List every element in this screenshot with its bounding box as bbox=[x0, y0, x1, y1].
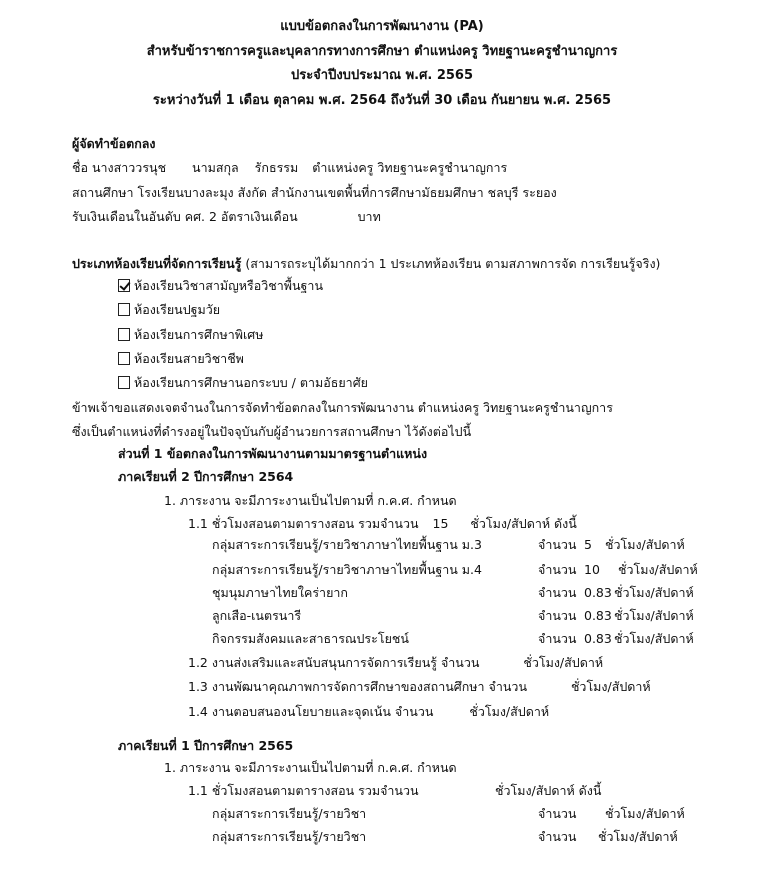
term1-teach-label: 1.1 ชั่วโมงสอนตามตารางสอน รวมจำนวน bbox=[188, 516, 419, 531]
author-position: ตำแหน่งครู วิทยฐานะครูชำนาญการ bbox=[312, 160, 508, 175]
term1-item-1-3: 1.3 งานพัฒนาคุณภาพการจัดการศึกษาของสถานศึกษา จำนวน ชั่วโมง/สัปดาห์ bbox=[188, 679, 651, 694]
subject-amount-label: จำนวน bbox=[538, 585, 577, 600]
subject-hours: 0.83 bbox=[584, 585, 612, 600]
author-salary-line bbox=[72, 211, 381, 224]
intro-line-1: ข้าพเจ้าขอแสดงเจตจำนงในการจัดทำข้อตกลงในการพัฒนางาน ตำแหน่งครู วิทยฐานะครูชำนาญการ bbox=[72, 400, 613, 415]
term2-teach-label: 1.1 ชั่วโมงสอนตามตารางสอน รวมจำนวน bbox=[188, 783, 419, 798]
author-salary-unit: บาท bbox=[357, 209, 381, 224]
term1-workload: 1. ภาระงาน จะมีภาระงานเป็นไปตามที่ ก.ค.ศ. กำหนด bbox=[164, 493, 457, 508]
classroom-option[interactable] bbox=[118, 352, 244, 366]
checkbox-empty-icon[interactable] bbox=[118, 303, 130, 316]
subject-amount-label: จำนวน bbox=[538, 562, 577, 577]
subject-unit: ชั่วโมง/สัปดาห์ bbox=[605, 806, 685, 821]
term1-heading: ภาคเรียนที่ 2 ปีการศึกษา 2564 bbox=[118, 469, 294, 484]
classroom-option-label: ห้องเรียนสายวิชาชีพ bbox=[134, 351, 244, 366]
subject-hours: 0.83 bbox=[584, 608, 612, 623]
subject-amount-label: จำนวน bbox=[538, 537, 577, 552]
subject-hours: 0.83 bbox=[584, 631, 612, 646]
subject-name: ลูกเสือ-เนตรนารี bbox=[212, 608, 302, 623]
subject-amount-label: จำนวน bbox=[538, 608, 577, 623]
subject-hours: 5 bbox=[584, 537, 592, 552]
checkbox-checked-icon[interactable] bbox=[118, 279, 130, 292]
subject-amount-label: จำนวน bbox=[538, 631, 577, 646]
classroom-option[interactable] bbox=[118, 328, 263, 342]
subject-name: ชุมนุมภาษาไทยใคร่ายาก bbox=[212, 585, 348, 600]
subject-amount-label: จำนวน bbox=[538, 806, 577, 821]
subject-name: กลุ่มสาระการเรียนรู้/รายวิชาภาษาไทยพื้นฐาน ม.4 bbox=[212, 562, 482, 577]
term2-teach-unit: ชั่วโมง/สัปดาห์ ดังนี้ bbox=[495, 783, 602, 798]
classroom-option-label: ห้องเรียนวิชาสามัญหรือวิชาพื้นฐาน bbox=[134, 278, 323, 293]
classroom-option[interactable] bbox=[118, 279, 323, 293]
subject-unit: ชั่วโมง/สัปดาห์ bbox=[614, 585, 694, 600]
term1-teach-total: 15 bbox=[432, 516, 449, 531]
subject-name: กิจกรรมสังคมและสาธารณประโยชน์ bbox=[212, 631, 409, 646]
doc-subtitle: สำหรับข้าราชการครูและบุคลากรทางการศึกษา ตำแหน่งครู วิทยฐานะครูชำนาญการ bbox=[146, 44, 618, 59]
author-name: ชื่อ นางสาววรนุช bbox=[72, 160, 167, 175]
subject-amount-label: จำนวน bbox=[538, 829, 577, 844]
checkbox-empty-icon[interactable] bbox=[118, 328, 130, 341]
subject-unit: ชั่วโมง/สัปดาห์ bbox=[618, 562, 698, 577]
subject-name: กลุ่มสาระการเรียนรู้/รายวิชาภาษาไทยพื้นฐาน ม.3 bbox=[212, 537, 482, 552]
checkbox-empty-icon[interactable] bbox=[118, 376, 130, 389]
term2-heading: ภาคเรียนที่ 1 ปีการศึกษา 2565 bbox=[118, 738, 294, 753]
author-name-line bbox=[72, 162, 507, 175]
author-school: สถานศึกษา โรงเรียนบางละมุง สังกัด สำนักงานเขตพื้นที่การศึกษามัธยมศึกษา ชลบุรี ระยอง bbox=[72, 185, 557, 200]
author-surname: รักธรรม bbox=[254, 160, 299, 175]
author-heading: ผู้จัดทำข้อตกลง bbox=[72, 136, 156, 151]
classroom-option[interactable] bbox=[118, 376, 368, 390]
subject-name: กลุ่มสาระการเรียนรู้/รายวิชา bbox=[212, 829, 367, 844]
author-salary-label: รับเงินเดือนในอันดับ คศ. 2 อัตราเงินเดือน bbox=[72, 209, 298, 224]
classroom-heading: ประเภทห้องเรียนที่จัดการเรียนรู้ bbox=[72, 256, 242, 271]
classroom-note: (สามารถระบุได้มากกว่า 1 ประเภทห้องเรียน ตามสภาพการจัด การเรียนรู้จริง) bbox=[241, 256, 661, 271]
term1-teach-line bbox=[188, 518, 577, 531]
subject-unit: ชั่วโมง/สัปดาห์ bbox=[614, 631, 694, 646]
intro-line-2: ซึ่งเป็นตำแหน่งที่ดำรงอยู่ในปัจจุบันกับผู้อำนวยการสถานศึกษา ไว้ดังต่อไปนี้ bbox=[72, 424, 472, 439]
subject-hours: 10 bbox=[584, 562, 600, 577]
checkbox-empty-icon[interactable] bbox=[118, 352, 130, 365]
subject-unit: ชั่วโมง/สัปดาห์ bbox=[598, 829, 678, 844]
author-surname-label: นามสกุล bbox=[192, 160, 239, 175]
term1-item-1-4: 1.4 งานตอบสนองนโยบายและจุดเน้น จำนวน ชั่วโมง/สัปดาห์ bbox=[188, 704, 550, 719]
term2-workload: 1. ภาระงาน จะมีภาระงานเป็นไปตามที่ ก.ค.ศ. กำหนด bbox=[164, 760, 457, 775]
classroom-heading-line bbox=[72, 258, 660, 271]
subject-unit: ชั่วโมง/สัปดาห์ bbox=[605, 537, 685, 552]
classroom-option-label: ห้องเรียนการศึกษานอกระบบ / ตามอัธยาศัย bbox=[134, 375, 368, 390]
doc-title: แบบข้อตกลงในการพัฒนางาน (PA) bbox=[280, 19, 484, 34]
term1-item-1-2: 1.2 งานส่งเสริมและสนับสนุนการจัดการเรียนรู้ จำนวน ชั่วโมง/สัปดาห์ bbox=[188, 655, 604, 670]
doc-fiscal-year: ประจำปีงบประมาณ พ.ศ. 2565 bbox=[290, 68, 474, 83]
subject-name: กลุ่มสาระการเรียนรู้/รายวิชา bbox=[212, 806, 367, 821]
term2-teach-line bbox=[188, 785, 419, 798]
term1-teach-unit: ชั่วโมง/สัปดาห์ ดังนี้ bbox=[470, 516, 577, 531]
classroom-option[interactable] bbox=[118, 303, 220, 317]
doc-period: ระหว่างวันที่ 1 เดือน ตุลาคม พ.ศ. 2564 ถึงวันที่ 30 เดือน กันยายน พ.ศ. 2565 bbox=[152, 93, 612, 108]
classroom-option-label: ห้องเรียนการศึกษาพิเศษ bbox=[134, 327, 264, 342]
subject-unit: ชั่วโมง/สัปดาห์ bbox=[614, 608, 694, 623]
classroom-option-label: ห้องเรียนปฐมวัย bbox=[134, 302, 221, 317]
part1-heading: ส่วนที่ 1 ข้อตกลงในการพัฒนางานตามมาตรฐานตำแหน่ง bbox=[118, 446, 428, 461]
